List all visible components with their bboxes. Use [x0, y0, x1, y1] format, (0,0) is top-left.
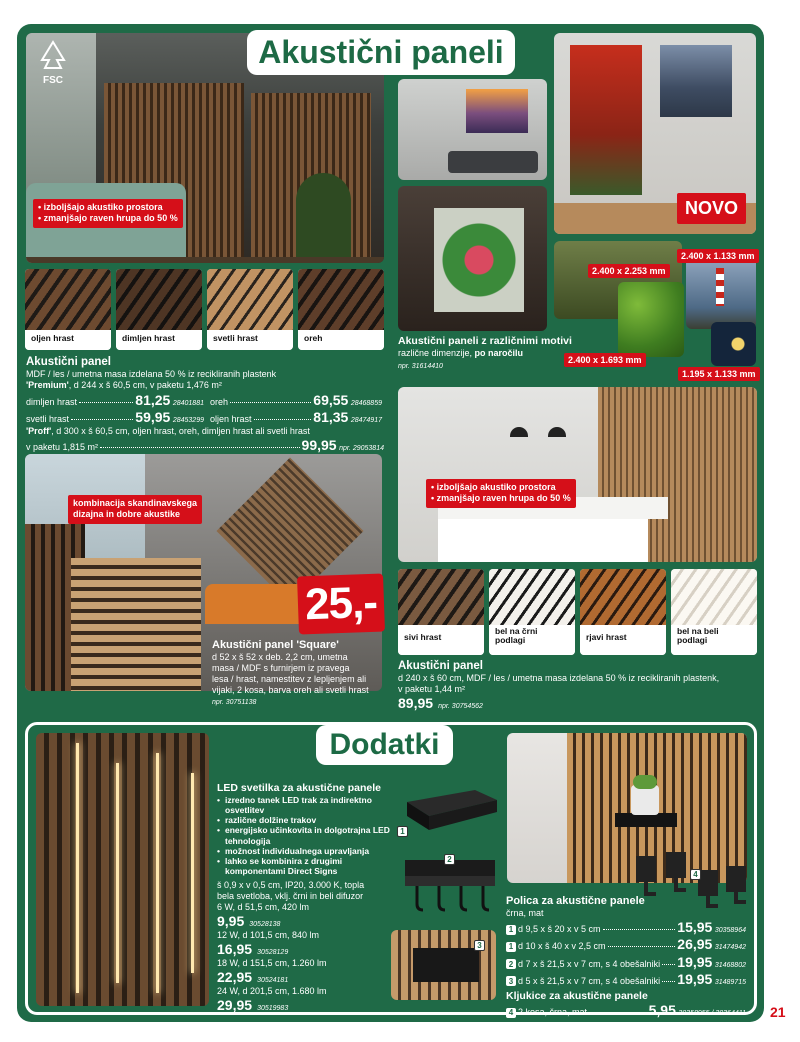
panel-2-info: Akustični panel d 240 x š 60 cm, MDF / les / umetna masa izdelana 50 % iz recikliranih plastenk, v paketu 1,44 m² 89,95 npr. 30754562 — [398, 659, 758, 712]
motifs-title: Akustični paneli z različnimi motivi — [398, 335, 572, 347]
panel-1-desc: MDF / les / umetna masa izdelana 50 % iz recikliranih plastenk — [26, 369, 277, 380]
led-wall-photo — [36, 733, 209, 1006]
led-title: LED svetilka za akustične panele — [217, 782, 381, 794]
swatch-sivi-hrast[interactable]: sivi hrast — [398, 569, 484, 655]
square-info: Akustični panel 'Square' d 52 x š 52 x deb. 2,2 cm, umetna masa / MDF s furnirjem iz pravega lesa / hrast, namestitev z lepljenjem ali vijaki, 2 kosa, barva oreh ali svetli hrast npr. 30751138 — [212, 639, 387, 708]
hooks-title: Kljukice za akustične panele — [506, 989, 648, 1002]
panel-2-title: Akustični panel — [398, 660, 483, 672]
product-number-1: 1 — [397, 826, 408, 837]
led-info: LED svetilka za akustične panele • izredno tanek LED trak za indirektno osvetlitev • različne dolžine trakov • energijsko učinkovita in dolgotrajna LED tehnologija • možnost individualnega upravljanja • lahko se kombinira z drugimi komponentami Direct Signs š 0,9 x v 0,5 cm, IP20, 3.000 K, topla bela svetloba, vklj. črni in beli difuzor 6 W, d 51,5 cm, 420 lm 9,95 30528138 12 W, d 101,5 cm, 840 lm 16,95 30528129 18 W, d 151,5 cm, 1.260 lm 22,95 30524181 24 W, d 201,5 cm, 1.680 lm 29,95 30519983 — [217, 782, 392, 1014]
swatch-bel-na-crni[interactable]: bel na črni podlagi — [489, 569, 575, 655]
benefits-tag-bedroom: • izboljšajo akustiko prostora • zmanjšajo raven hrupa do 50 % — [33, 199, 183, 228]
dim-tag-2: 2.400 x 2.253 mm — [588, 264, 670, 278]
swatch-oljen-hrast[interactable]: oljen hrast — [25, 269, 111, 350]
square-price-badge: 25,- — [297, 574, 385, 635]
dim-tag-4: 1.195 x 1.133 mm — [678, 367, 760, 381]
led-features: • izredno tanek LED trak za indirektno osvetlitev • različne dolžine trakov • energijsko učinkovita in dolgotrajna LED tehnologija • možnost individualnega upravljanja • lahko se kombinira z drugimi komponentami Direct Signs — [217, 795, 392, 877]
panel-1-info: Akustični panel MDF / les / umetna masa izdelana 50 % iz recikliranih plastenk 'Premium', d 244 x š 60,5 cm, v paketu 1,476 m² dimljen hrast 81,25 28401881 svetli hrast 59,95 28453299 oreh 69,55 28468859 oljen hrast 81,35 28474917 'Proff', d 300 x š 60,5 cm, oljen hrast, oreh, dimljen hrast ali svetli hrast v paketu 1,815 m² 99,95 npr. 29053814 — [26, 356, 384, 454]
product-number-3: 3 — [474, 940, 485, 951]
square-title: Akustični panel 'Square' — [212, 639, 339, 651]
shelf-info: Polica za akustične panele črna, mat 1 d 9,5 x š 20 x v 5 cm 15,95 30358964 1 d 10 x š 40 x v 2,5 cm 26,95 31474942 2 d 7 x š 21,5 x v 7 cm, s 4 obešalniki 19,95 31468802 3 d 5 x š 21,5 x v 7 cm, s 4 obešalniki 19,95 31489715 Kljukice za akustične panele 4 2 kosa, črna, mat 5,95 30358955 / 30364411 — [506, 895, 746, 1019]
motifs-info: Akustični paneli z različnimi motivi različne dimenzije, po naročilu npr. 31614410 — [398, 335, 572, 370]
fsc-logo — [36, 40, 70, 84]
heading-acoustic-panels: Akustični paneli — [247, 30, 515, 75]
shelf-title: Polica za akustične panele — [506, 895, 645, 907]
living-room-photo — [398, 79, 547, 180]
panel-1-title: Akustični panel — [26, 356, 111, 368]
swatch-bel-na-beli[interactable]: bel na beli podlagi — [671, 569, 757, 655]
swatch-rjavi-hrast[interactable]: rjavi hrast — [580, 569, 666, 655]
dim-tag-1: 2.400 x 1.133 mm — [677, 249, 759, 263]
kitchen-photo — [398, 387, 757, 562]
new-badge: NOVO — [677, 193, 746, 224]
panel-2-price: 89,95 — [398, 694, 434, 711]
scandi-tag: kombinacija skandinavskega dizajna in dobre akustike — [68, 495, 202, 524]
moon-motif — [711, 322, 756, 366]
heading-accessories: Dodatki — [316, 725, 453, 765]
flower-panel-photo — [398, 186, 547, 331]
lighthouse-motif — [686, 258, 756, 329]
fsc-tree-icon — [36, 40, 70, 70]
fsc-label: FSC — [43, 75, 63, 86]
shelf-product-1 — [397, 782, 502, 838]
swatch-svetli-hrast[interactable]: svetli hrast — [207, 269, 293, 350]
product-number-2: 2 — [444, 854, 455, 865]
product-number-4: 4 — [690, 869, 701, 880]
moss-motif — [618, 282, 684, 357]
dim-tag-3: 2.400 x 1.693 mm — [564, 353, 646, 367]
benefits-tag-kitchen: • izboljšajo akustiko prostora • zmanjšajo raven hrupa do 50 % — [426, 479, 576, 508]
swatch-dimljen-hrast[interactable]: dimljen hrast — [116, 269, 202, 350]
swatch-oreh[interactable]: oreh — [298, 269, 384, 350]
page-number: 21 — [770, 1004, 786, 1020]
